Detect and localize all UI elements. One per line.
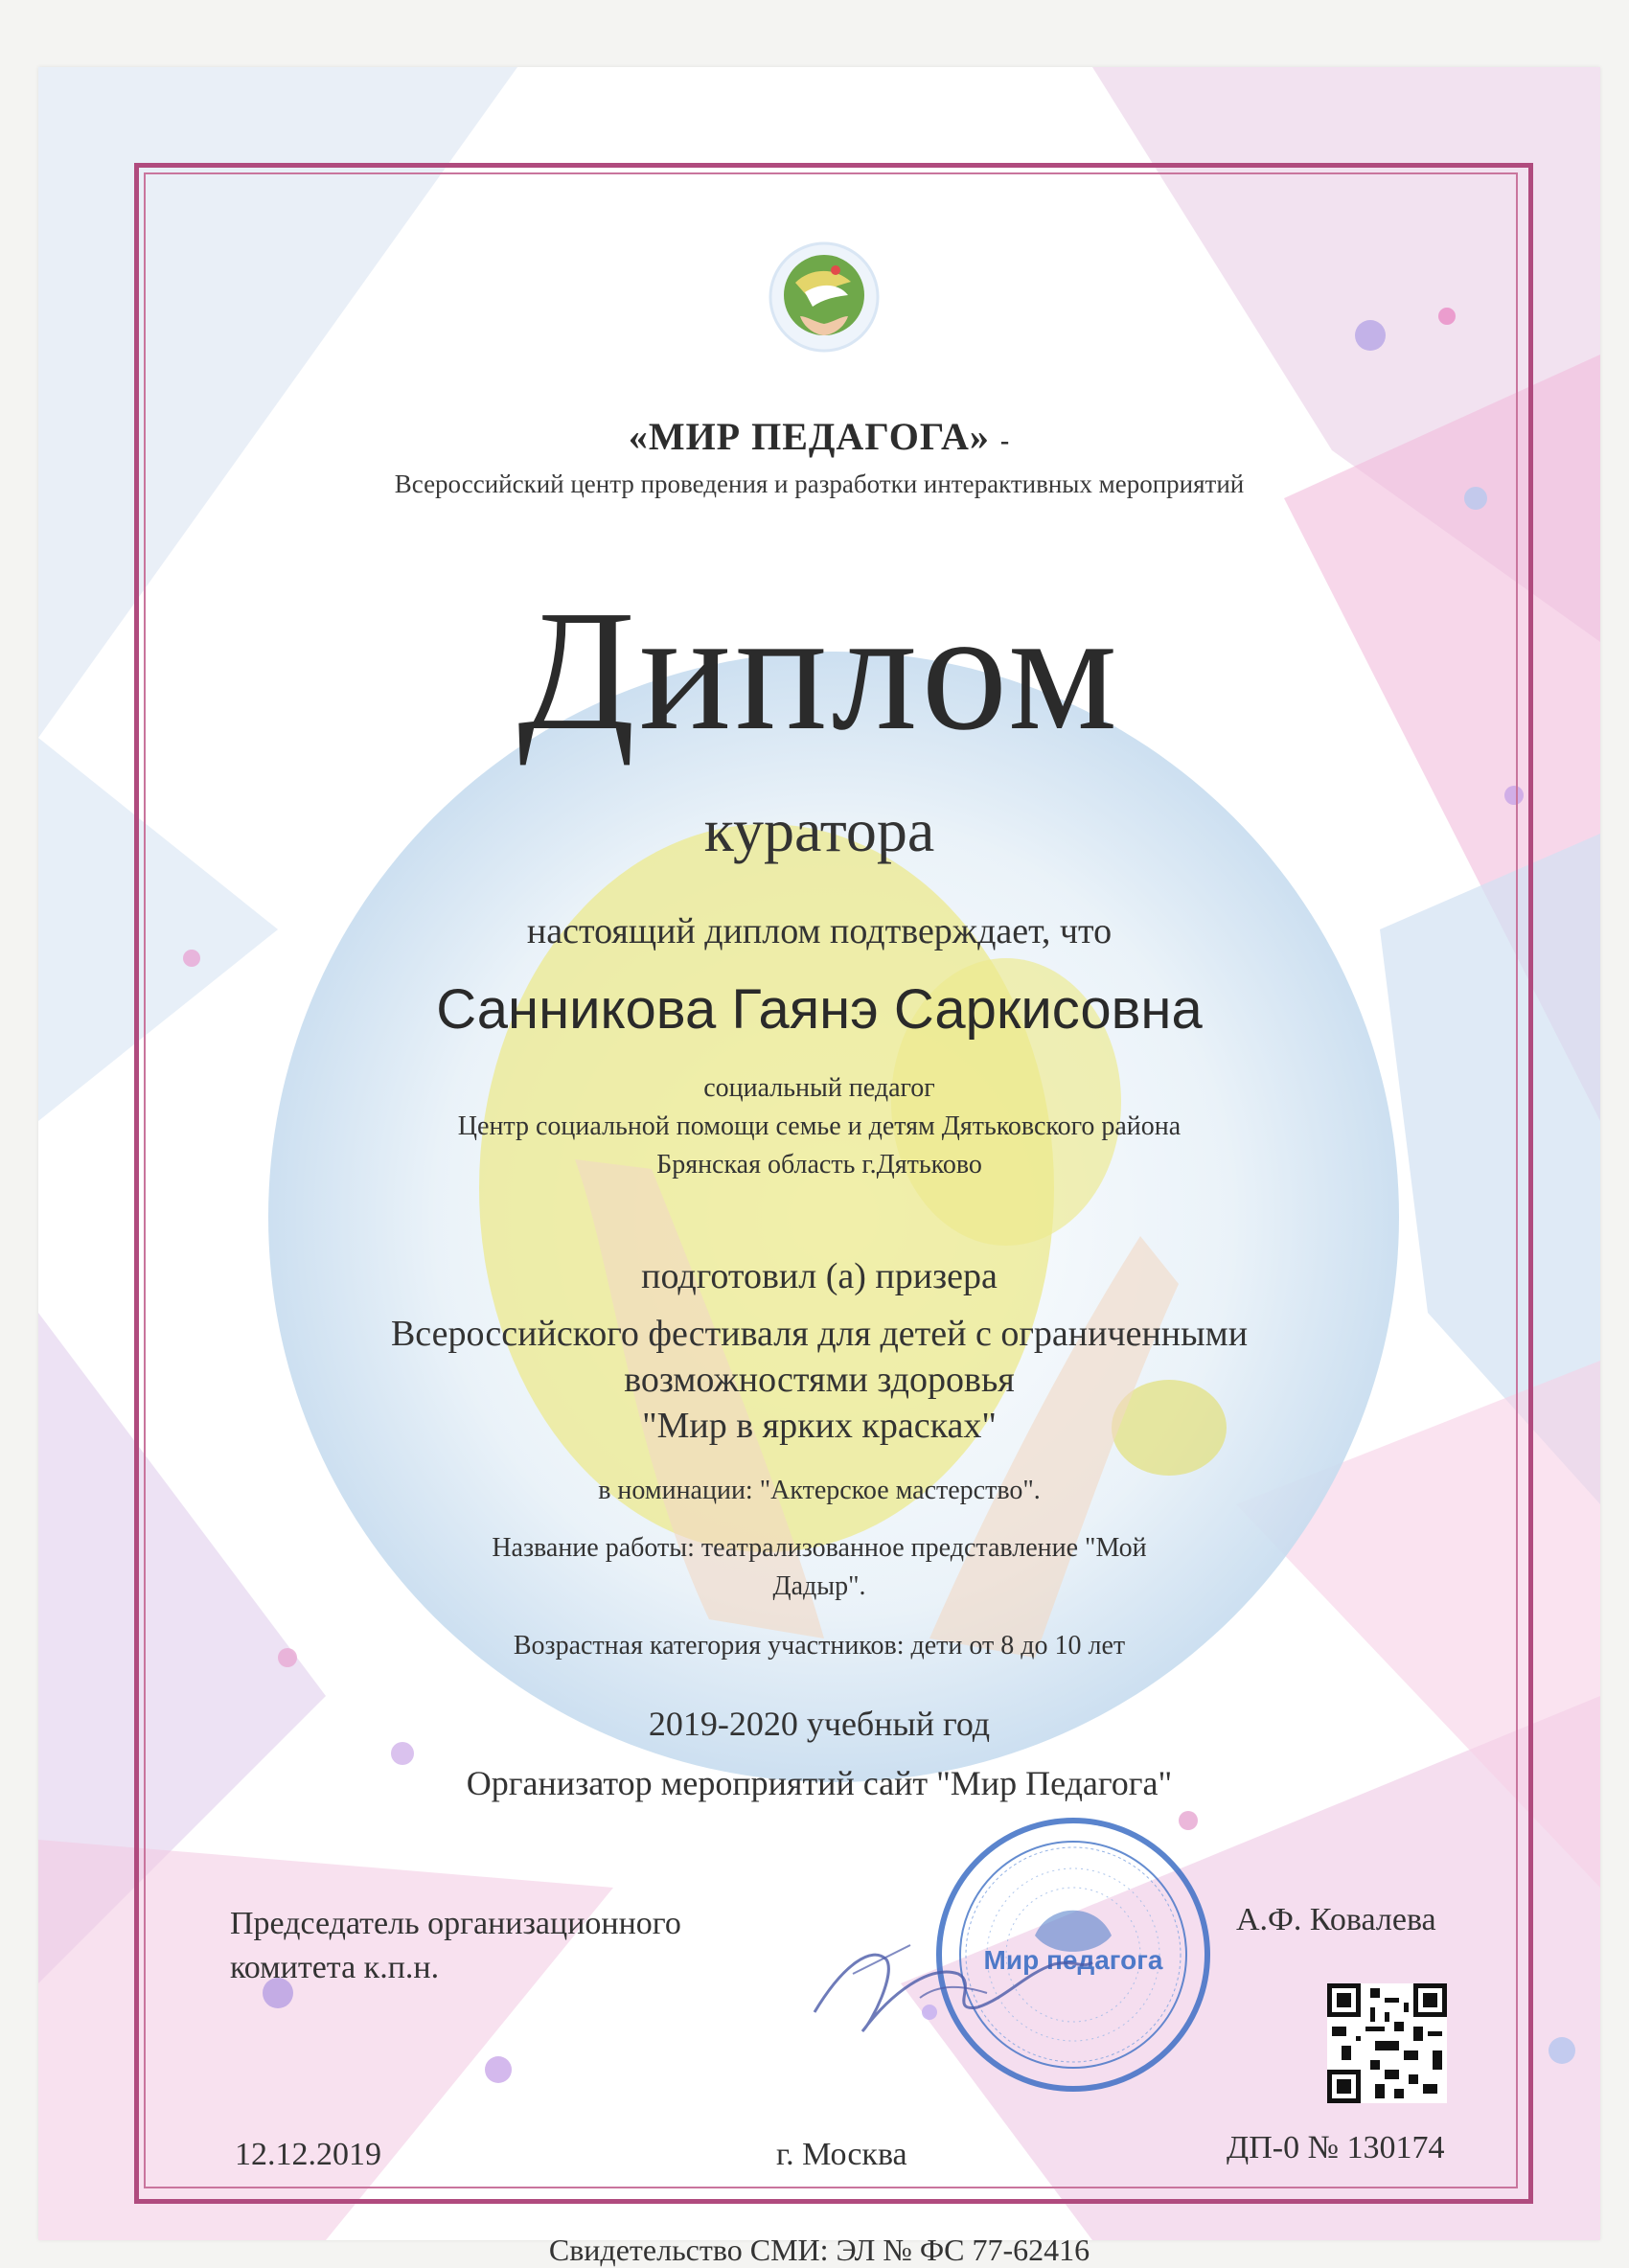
mir-pedagoga-logo (767, 240, 882, 355)
organization-dash: - (999, 426, 1011, 456)
chair-title-line-1: Председатель организационного (230, 1906, 681, 1941)
festival-line-2: возможностями здоровья (624, 1360, 1015, 1400)
diploma-title: Диплом (517, 575, 1121, 766)
media-certificate: Свидетельство СМИ: ЭЛ № ФС 77-62416 (548, 2233, 1090, 2267)
chair-title-line-2: комитета к.п.н. (230, 1950, 440, 1985)
chair-title (230, 1902, 681, 1990)
prepared-text: подготовил (а) призера (641, 1256, 998, 1296)
organizer: Организатор мероприятий сайт "Мир Педагога" (466, 1764, 1173, 1802)
recipient-position: социальный педагог (703, 1073, 935, 1103)
seal-text: Мир педагога (983, 1945, 1163, 1975)
festival-line-3: "Мир в ярких красках" (642, 1406, 997, 1446)
organization-title (38, 414, 1600, 459)
qr-code (1327, 1983, 1447, 2103)
festival-line-1: Всероссийского фестиваля для детей с ограниченными (390, 1314, 1249, 1354)
recipient-name: Санникова Гаянэ Саркисовна (436, 978, 1203, 1041)
confirm-text: настоящий диплом подтверждает, что (526, 911, 1113, 951)
diploma-subtitle: куратора (703, 796, 935, 864)
nomination: в номинации: "Актерское мастерство". (598, 1476, 1041, 1505)
work-title-line-2: Дадыр". (772, 1571, 866, 1601)
work-title-line-1: Название работы: театрализованное представление "Мой (492, 1533, 1147, 1563)
issue-city: г. Москва (776, 2137, 907, 2172)
diploma-number: ДП-0 № 130174 (1227, 2130, 1445, 2165)
issue-date: 12.12.2019 (235, 2137, 381, 2172)
chair-name: А.Ф. Ковалева (1236, 1902, 1436, 1937)
recipient-institution: Центр социальной помощи семье и детям Дятьковского района (457, 1111, 1182, 1141)
age-category: Возрастная категория участников: дети от 8 до 10 лет (513, 1631, 1126, 1661)
organization-description: Всероссийский центр проведения и разработки интерактивных мероприятий (394, 470, 1245, 498)
handwritten-signature (795, 1907, 1112, 2060)
recipient-region: Брянская область г.Дятьково (656, 1150, 982, 1180)
school-year: 2019-2020 учебный год (648, 1705, 991, 1743)
organization-name: «МИР ПЕДАГОГА» (628, 415, 990, 458)
diploma-sheet (38, 67, 1600, 2267)
